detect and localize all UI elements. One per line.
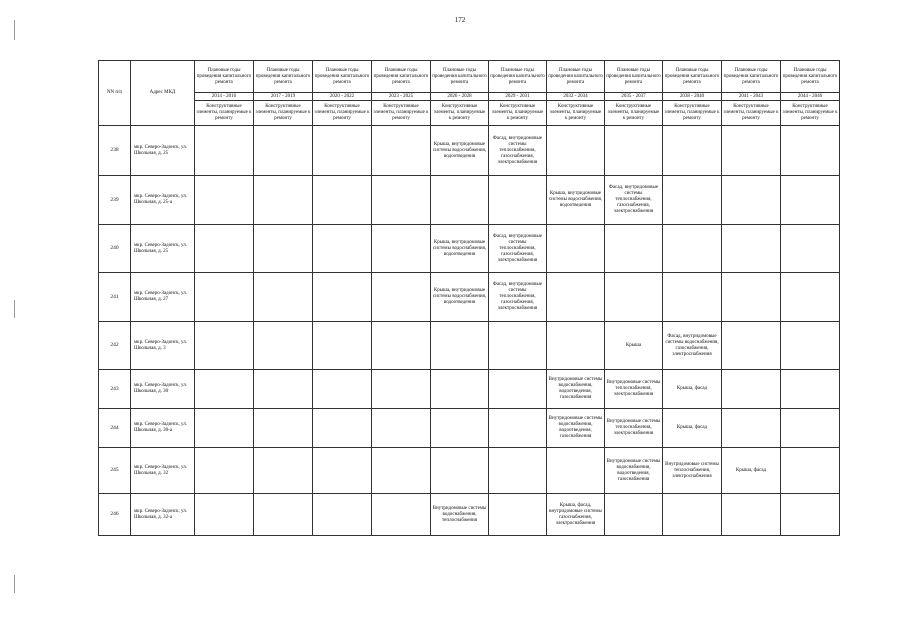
repair-cell bbox=[781, 273, 840, 322]
table-row bbox=[99, 225, 840, 273]
repair-cell bbox=[547, 322, 605, 370]
repair-cell: Внутридомовые системы теплоснабжения, электроснабжения bbox=[605, 409, 663, 448]
repair-cell bbox=[313, 370, 372, 409]
repair-cell: Крыша, внутридомовые системы водоснабжения, водоотведения bbox=[431, 126, 489, 176]
repair-cell bbox=[372, 176, 431, 225]
repair-cell bbox=[431, 176, 489, 225]
row-number: 238 bbox=[99, 126, 131, 176]
period-title: Плановые годы проведения капитального ремонта bbox=[547, 61, 605, 93]
period-years: 2014 - 2016 bbox=[195, 93, 254, 101]
period-years: 2020 - 2022 bbox=[313, 93, 372, 101]
repair-cell bbox=[195, 409, 254, 448]
row-address: мкр. Северо-Задонск, ул. Школьная, д. 3 bbox=[131, 322, 195, 370]
repair-cell: Крыша, фасад bbox=[663, 370, 722, 409]
period-title: Плановые годы проведения капитального ремонта bbox=[605, 61, 663, 93]
repair-cell: Фасад, внутридомовые системы теплоснабжения, газоснабжения, электроснабжения bbox=[489, 126, 547, 176]
repair-cell: Крыша, внутридомовые системы водоснабжения, водоотведения bbox=[547, 176, 605, 225]
row-number: 244 bbox=[99, 409, 131, 448]
table-row bbox=[99, 370, 840, 409]
repair-cell: Крыша bbox=[605, 322, 663, 370]
repair-cell bbox=[431, 409, 489, 448]
repair-cell bbox=[663, 225, 722, 273]
repair-cell bbox=[372, 494, 431, 536]
repair-cell: Внутридомовые системы теплоснабжения, электроснабжения bbox=[605, 370, 663, 409]
repair-cell bbox=[195, 370, 254, 409]
repair-cell bbox=[489, 370, 547, 409]
repair-cell bbox=[313, 494, 372, 536]
repair-cell bbox=[781, 370, 840, 409]
header-row bbox=[99, 61, 840, 93]
repair-cell: Крыша, внутридомовые системы водоснабжения, водоотведения bbox=[431, 273, 489, 322]
repair-cell bbox=[722, 409, 781, 448]
repair-cell bbox=[313, 126, 372, 176]
row-address: мкр. Северо-Задонск, ул. Школьная, д. 25-а bbox=[131, 176, 195, 225]
repair-cell bbox=[254, 370, 313, 409]
repair-cell bbox=[605, 494, 663, 536]
table-row bbox=[99, 409, 840, 448]
repair-cell bbox=[313, 448, 372, 494]
repair-cell bbox=[722, 126, 781, 176]
repair-cell: Внутридомовые системы теплоснабжения, электроснабжения bbox=[663, 448, 722, 494]
repair-cell bbox=[313, 176, 372, 225]
margin-mark bbox=[14, 575, 15, 593]
row-number: 239 bbox=[99, 176, 131, 225]
repair-cell: Крыша, фасад bbox=[722, 448, 781, 494]
repair-cell: Внутридомовые системы водоснабжения, водоотведения, газоснабжения bbox=[547, 370, 605, 409]
elements-label: Конструктивные элементы, планируемые к ремонту bbox=[254, 101, 313, 126]
num-header: NN п/п bbox=[99, 61, 131, 126]
repair-cell bbox=[254, 126, 313, 176]
row-address: мкр. Северо-Задонск, ул. Школьная, д. 25 bbox=[131, 225, 195, 273]
header-years-row bbox=[99, 93, 840, 101]
table-row bbox=[99, 176, 840, 225]
repair-cell: Фасад, внутридомовые системы теплоснабжения, газоснабжения, электроснабжения bbox=[489, 273, 547, 322]
repair-cell: Крыша, внутридомовые системы водоснабжения, водоотведения bbox=[431, 225, 489, 273]
table-row bbox=[99, 273, 840, 322]
repair-cell bbox=[372, 126, 431, 176]
repair-cell bbox=[663, 126, 722, 176]
repair-cell bbox=[372, 322, 431, 370]
repair-cell bbox=[372, 273, 431, 322]
row-number: 241 bbox=[99, 273, 131, 322]
repair-cell bbox=[547, 126, 605, 176]
repair-cell bbox=[489, 409, 547, 448]
elements-label: Конструктивные элементы, планируемые к ремонту bbox=[431, 101, 489, 126]
repair-cell bbox=[722, 322, 781, 370]
repair-cell bbox=[313, 322, 372, 370]
table-row bbox=[99, 448, 840, 494]
repair-cell bbox=[547, 225, 605, 273]
period-years: 2044 - 2046 bbox=[781, 93, 840, 101]
repair-cell bbox=[547, 273, 605, 322]
period-years: 2032 - 2034 bbox=[547, 93, 605, 101]
period-years: 2026 - 2028 bbox=[431, 93, 489, 101]
repair-cell bbox=[489, 176, 547, 225]
row-address: мкр. Северо-Задонск, ул. Школьная, д. 32 bbox=[131, 448, 195, 494]
repair-cell bbox=[781, 176, 840, 225]
repair-cell bbox=[254, 273, 313, 322]
repair-cell bbox=[372, 409, 431, 448]
repair-cell bbox=[781, 225, 840, 273]
repair-cell bbox=[781, 494, 840, 536]
period-years: 2035 - 2037 bbox=[605, 93, 663, 101]
repair-cell bbox=[781, 409, 840, 448]
repair-cell bbox=[489, 448, 547, 494]
repair-cell: Внутридомовые системы водоснабжения, водоотведения, газоснабжения bbox=[605, 448, 663, 494]
repair-cell bbox=[254, 409, 313, 448]
period-title: Плановые годы проведения капитального ремонта bbox=[781, 61, 840, 93]
period-title: Плановые годы проведения капитального ремонта bbox=[313, 61, 372, 93]
elements-label: Конструктивные элементы, планируемые к ремонту bbox=[372, 101, 431, 126]
repair-cell bbox=[254, 494, 313, 536]
margin-mark bbox=[14, 300, 15, 318]
period-title: Плановые годы проведения капитального ремонта bbox=[489, 61, 547, 93]
period-years: 2041 - 2043 bbox=[722, 93, 781, 101]
period-years: 2023 - 2025 bbox=[372, 93, 431, 101]
elements-label: Конструктивные элементы, планируемые к ремонту bbox=[489, 101, 547, 126]
row-address: мкр. Северо-Задонск, ул. Школьная, д. 30-а bbox=[131, 409, 195, 448]
row-number: 242 bbox=[99, 322, 131, 370]
row-number: 245 bbox=[99, 448, 131, 494]
repair-cell bbox=[605, 273, 663, 322]
elements-label: Конструктивные элементы, планируемые к ремонту bbox=[195, 101, 254, 126]
row-address: мкр. Северо-Задонск, ул. Школьная, д. 27 bbox=[131, 273, 195, 322]
repair-cell bbox=[431, 370, 489, 409]
repair-cell bbox=[722, 370, 781, 409]
capital-repair-plan-table bbox=[98, 60, 840, 536]
repair-cell bbox=[254, 448, 313, 494]
period-years: 2038 - 2040 bbox=[663, 93, 722, 101]
period-title: Плановые годы проведения капитального ремонта bbox=[372, 61, 431, 93]
repair-cell: Внутридомовые системы водоснабжения, теплоснабжения bbox=[431, 494, 489, 536]
repair-cell bbox=[195, 225, 254, 273]
repair-cell bbox=[722, 273, 781, 322]
repair-cell bbox=[254, 322, 313, 370]
repair-cell: Крыша, фасад bbox=[663, 409, 722, 448]
elements-label: Конструктивные элементы, планируемые к ремонту bbox=[547, 101, 605, 126]
repair-cell: Фасад, внутридомовые системы теплоснабжения, газоснабжения, электроснабжения bbox=[605, 176, 663, 225]
elements-label: Конструктивные элементы, планируемые к ремонту bbox=[663, 101, 722, 126]
repair-cell bbox=[195, 494, 254, 536]
period-years: 2029 - 2031 bbox=[489, 93, 547, 101]
repair-cell bbox=[547, 448, 605, 494]
repair-cell bbox=[254, 225, 313, 273]
elements-label: Конструктивные элементы, планируемые к ремонту bbox=[781, 101, 840, 126]
row-address: мкр. Северо-Задонск, ул. Школьная, д. 25 bbox=[131, 126, 195, 176]
table-row bbox=[99, 494, 840, 536]
repair-cell bbox=[605, 126, 663, 176]
repair-cell bbox=[781, 126, 840, 176]
period-title: Плановые годы проведения капитального ремонта bbox=[431, 61, 489, 93]
margin-mark bbox=[14, 20, 15, 40]
row-number: 240 bbox=[99, 225, 131, 273]
repair-cell bbox=[722, 494, 781, 536]
repair-cell bbox=[313, 409, 372, 448]
repair-cell bbox=[372, 370, 431, 409]
repair-cell: Крыша, фасад, внутридомовые системы газоснабжения, электроснабжения bbox=[547, 494, 605, 536]
elements-label: Конструктивные элементы, планируемые к ремонту bbox=[605, 101, 663, 126]
repair-cell bbox=[663, 494, 722, 536]
repair-cell bbox=[489, 494, 547, 536]
repair-cell bbox=[195, 273, 254, 322]
repair-cell bbox=[313, 225, 372, 273]
period-title: Плановые годы проведения капитального ремонта bbox=[254, 61, 313, 93]
repair-cell bbox=[781, 322, 840, 370]
period-years: 2017 - 2019 bbox=[254, 93, 313, 101]
elements-label: Конструктивные элементы, планируемые к ремонту bbox=[722, 101, 781, 126]
page-number: 172 bbox=[454, 16, 466, 24]
repair-cell: Фасад, внутридомовые системы водоснабжения, газоснабжения, электроснабжения bbox=[663, 322, 722, 370]
repair-cell bbox=[372, 448, 431, 494]
repair-cell bbox=[663, 273, 722, 322]
repair-cell: Фасад, внутридомовые системы теплоснабжения, газоснабжения, электроснабжения bbox=[489, 225, 547, 273]
repair-cell bbox=[195, 176, 254, 225]
row-number: 246 bbox=[99, 494, 131, 536]
repair-cell bbox=[722, 225, 781, 273]
repair-cell: Внутридомовые системы водоснабжения, водоотведения, газоснабжения bbox=[547, 409, 605, 448]
row-address: мкр. Северо-Задонск, ул. Школьная, д. 32-а bbox=[131, 494, 195, 536]
repair-cell bbox=[431, 448, 489, 494]
repair-cell bbox=[372, 225, 431, 273]
table-row bbox=[99, 322, 840, 370]
repair-cell bbox=[605, 225, 663, 273]
repair-cell bbox=[722, 176, 781, 225]
repair-cell bbox=[663, 176, 722, 225]
address-header: Адрес МКД bbox=[131, 61, 195, 126]
period-title: Плановые годы проведения капитального ремонта bbox=[195, 61, 254, 93]
table-row bbox=[99, 126, 840, 176]
elements-label: Конструктивные элементы, планируемые к ремонту bbox=[313, 101, 372, 126]
row-address: мкр. Северо-Задонск, ул. Школьная, д. 30 bbox=[131, 370, 195, 409]
header-elements-row bbox=[99, 101, 840, 126]
row-number: 243 bbox=[99, 370, 131, 409]
repair-cell bbox=[195, 126, 254, 176]
period-title: Плановые годы проведения капитального ремонта bbox=[722, 61, 781, 93]
repair-cell bbox=[431, 322, 489, 370]
repair-cell bbox=[195, 322, 254, 370]
repair-cell bbox=[781, 448, 840, 494]
period-title: Плановые годы проведения капитального ремонта bbox=[663, 61, 722, 93]
repair-cell bbox=[313, 273, 372, 322]
repair-cell bbox=[195, 448, 254, 494]
repair-cell bbox=[254, 176, 313, 225]
repair-cell bbox=[489, 322, 547, 370]
